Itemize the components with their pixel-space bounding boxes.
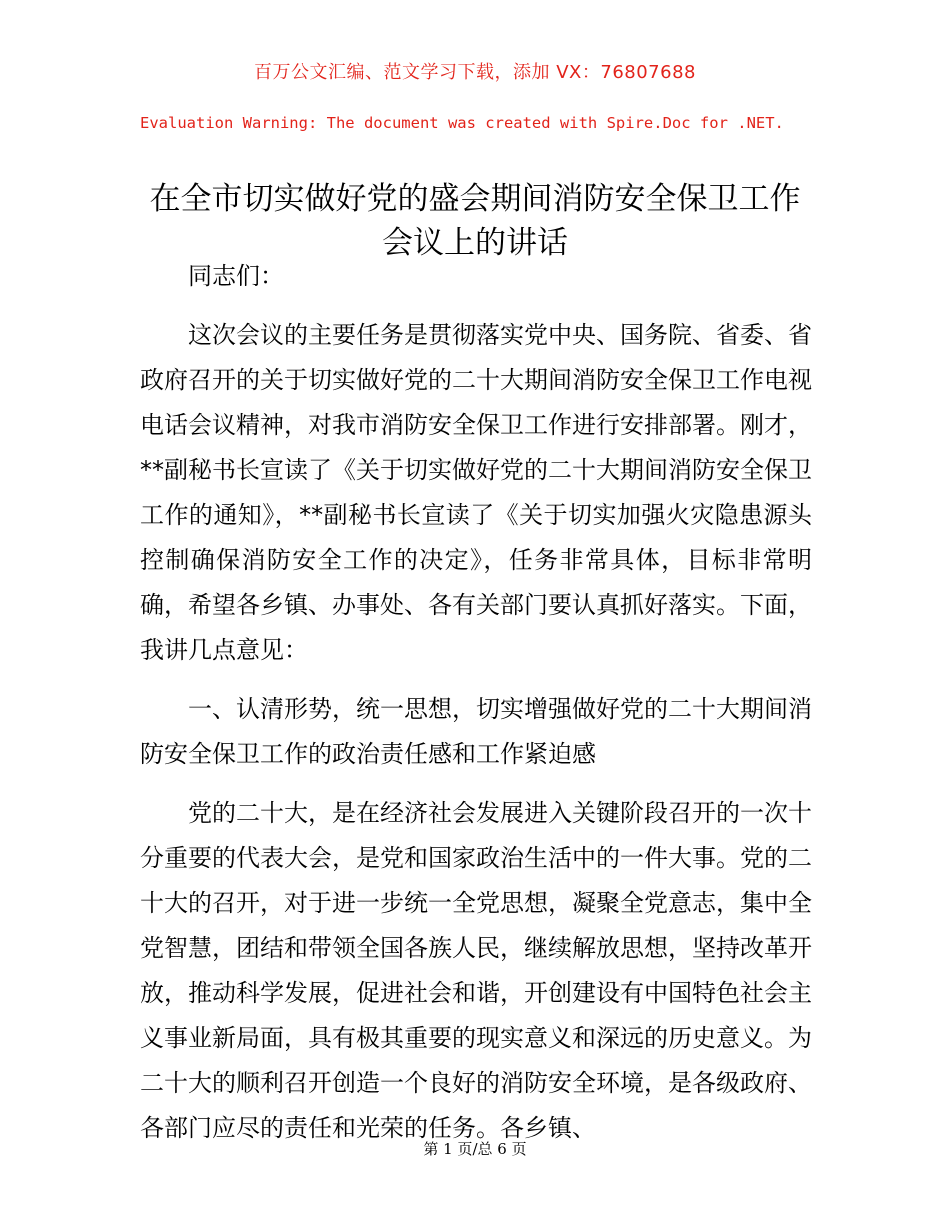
paragraph-intro: 这次会议的主要任务是贯彻落实党中央、国务院、省委、省政府召开的关于切实做好党的二十大期间消防安全保卫工作电视电话会议精神，对我市消防安全保卫工作进行安排部署。刚才，**副秘书长宣读了《关于切实做好党的二十大期间消防安全保卫工作的通知》，**副秘书长宣读了《关于切实加强火灾隐患源头控制确保消防安全工作的决定》，任务非常具体，目标非常明确，希望各乡镇、办事处、各有关部门要认真抓好落实。下面，我讲几点意见： [140,321,812,664]
page-indicator: 第 1 页/总 6 页 [423,1140,527,1158]
paragraph-section-1: 党的二十大，是在经济社会发展进入关键阶段召开的一次十分重要的代表大会，是党和国家政治生活中的一件大事。党的二十大的召开，对于进一步统一全党思想，凝聚全党意志，集中全党智慧，团结和带领全国各族人民，继续解放思想，坚持改革开放，推动科学发展，促进社会和谐，开创建设有中国特色社会主义事业新局面，具有极其重要的现实意义和深远的历史意义。为二十大的顺利召开创造一个良好的消防安全环境，是各级政府、各部门应尽的责任和光荣的任务。各乡镇、 [140,799,812,1142]
salutation: 同志们： [188,262,284,290]
section-heading-1: 一、认清形势，统一思想，切实增强做好党的二十大期间消防安全保卫工作的政治责任感和工作紧迫感 [140,695,812,768]
promo-banner: 百万公文汇编、范文学习下载，添加 VX：76807688 [254,62,696,83]
document-title: 在全市切实做好党的盛会期间消防安全保卫工作会议上的讲话 [149,180,801,261]
document-body [140,254,812,1151]
evaluation-warning: Evaluation Warning: The document was created with Spire.Doc for .NET. [140,114,784,132]
